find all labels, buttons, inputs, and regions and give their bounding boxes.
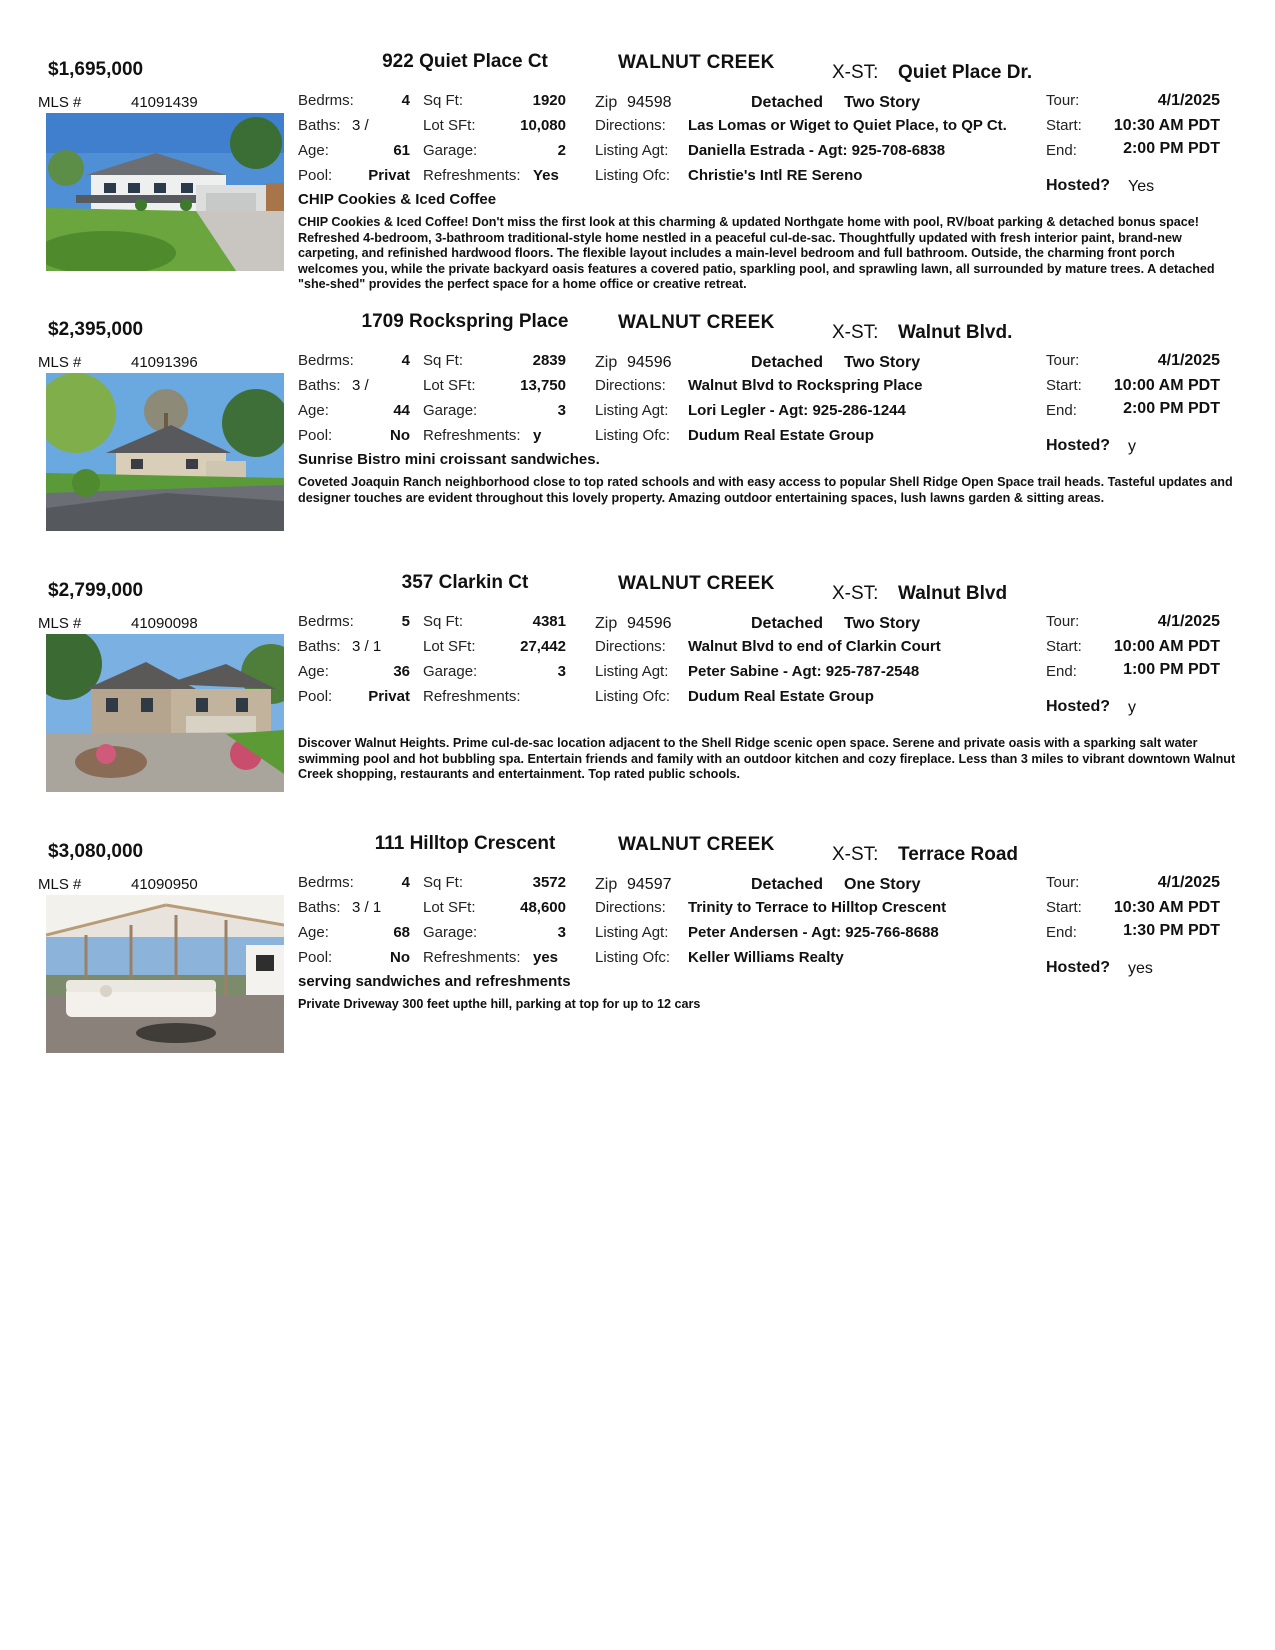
hosted-value: y [1128,438,1136,455]
directions-value: Walnut Blvd to end of Clarkin Court [688,638,941,655]
listing-office-value: Dudum Real Estate Group [688,427,874,444]
sqft-value: 3572 [532,874,566,891]
pool-value: Privat [368,167,410,184]
bedrooms-value: 4 [401,874,410,891]
listing-agent-label: Listing Agt: [595,663,669,680]
bedrooms-value: 4 [401,92,410,109]
sqft-label: Sq Ft: [423,874,464,891]
end-label: End: [1046,924,1077,941]
bedrooms-label: Bedrms: [298,613,354,630]
baths-value: 3 / [352,117,369,134]
garage-value: 3 [557,924,566,941]
directions-label: Directions: [595,899,666,916]
end-label: End: [1046,142,1077,159]
home-type: Detached [751,354,824,371]
sqft-label: Sq Ft: [423,352,464,369]
directions-value: Trinity to Terrace to Hilltop Crescent [688,899,947,916]
home-type: Detached [751,615,824,632]
start-time: 10:30 AM PDT [1113,899,1220,916]
bedrooms-label: Bedrms: [298,92,354,109]
refreshments-label: Refreshments: [423,688,521,705]
age-label: Age: [298,142,329,159]
directions-label: Directions: [595,377,666,394]
listing-office-label: Listing Ofc: [595,427,671,444]
baths-label: Baths: [298,899,341,916]
hosted-label: Hosted? [1046,959,1110,976]
garage-value: 3 [557,663,566,680]
end-time: 2:00 PM PDT [1123,400,1220,417]
cross-street-value: Quiet Place Dr. [898,62,1033,83]
cross-street-label: X-ST: [832,844,879,865]
tour-date: 4/1/2025 [1157,874,1220,891]
listing-agent-value: Peter Sabine - Agt: 925-787-2548 [688,663,920,680]
bedrooms-label: Bedrms: [298,874,354,891]
pool-label: Pool: [298,167,333,184]
sqft-value: 4381 [532,613,566,630]
listing-office-label: Listing Ofc: [595,949,671,966]
start-label: Start: [1046,638,1082,655]
cross-street-value: Walnut Blvd [898,583,1008,604]
tour-label: Tour: [1046,92,1080,109]
hosted-label: Hosted? [1046,177,1110,194]
lot-sqft-value: 27,442 [520,638,566,655]
listing-city: WALNUT CREEK [618,573,775,594]
age-value: 36 [393,663,410,680]
tour-date: 4/1/2025 [1157,92,1220,109]
home-stories: Two Story [844,615,921,632]
zip-label: Zip [595,615,618,632]
listing-city: WALNUT CREEK [618,834,775,855]
listing-address: 922 Quiet Place Ct [382,51,548,72]
lot-sqft-label: Lot SFt: [423,117,476,134]
directions-value: Walnut Blvd to Rockspring Place [688,377,923,394]
start-label: Start: [1046,117,1082,134]
age-value: 61 [393,142,410,159]
mls-number: 41091396 [131,354,198,371]
home-type: Detached [751,876,824,893]
listing-office-label: Listing Ofc: [595,688,671,705]
garage-label: Garage: [423,663,478,680]
listing-city: WALNUT CREEK [618,52,775,73]
mls-label: MLS # [38,615,82,632]
cross-street-label: X-ST: [832,322,879,343]
sqft-value: 1920 [532,92,566,109]
mls-number: 41091439 [131,94,198,111]
refreshment-note: CHIP Cookies & Iced Coffee [298,191,497,208]
baths-label: Baths: [298,638,341,655]
garage-label: Garage: [423,924,478,941]
refreshment-note: Sunrise Bistro mini croissant sandwiches. [298,451,600,468]
hosted-value: yes [1128,960,1153,977]
cross-street-label: X-ST: [832,583,879,604]
listing-agent-value: Peter Andersen - Agt: 925-766-8688 [688,924,939,941]
start-time: 10:30 AM PDT [1113,117,1220,134]
start-label: Start: [1046,377,1082,394]
home-stories: One Story [844,876,921,893]
bedrooms-label: Bedrms: [298,352,354,369]
age-value: 68 [393,924,410,941]
pool-label: Pool: [298,427,333,444]
listing-address: 357 Clarkin Ct [401,572,529,593]
sqft-label: Sq Ft: [423,613,464,630]
lot-sqft-value: 13,750 [520,377,566,394]
end-time: 1:00 PM PDT [1123,661,1220,678]
lot-sqft-label: Lot SFt: [423,899,476,916]
refreshments-value: yes [533,949,559,966]
listing-price: $2,395,000 [48,319,144,340]
listing-office-label: Listing Ofc: [595,167,671,184]
pool-label: Pool: [298,949,333,966]
directions-label: Directions: [595,638,666,655]
garage-label: Garage: [423,142,478,159]
mls-number: 41090950 [131,876,198,893]
refreshments-value: Yes [533,167,559,184]
pool-value: Privat [368,688,410,705]
listing-card [0,311,1275,570]
zip-label: Zip [595,94,618,111]
listing-card [0,572,1275,831]
garage-value: 2 [557,142,566,159]
tour-label: Tour: [1046,352,1080,369]
listing-agent-label: Listing Agt: [595,402,669,419]
lot-sqft-value: 10,080 [520,117,566,134]
listing-price: $1,695,000 [48,59,144,80]
listing-office-value: Dudum Real Estate Group [688,688,874,705]
sqft-value: 2839 [532,352,566,369]
hosted-value: Yes [1128,178,1155,195]
listing-agent-label: Listing Agt: [595,142,669,159]
age-label: Age: [298,924,329,941]
listing-card [0,51,1275,310]
end-time: 1:30 PM PDT [1123,922,1220,939]
mls-number: 41090098 [131,615,198,632]
age-label: Age: [298,402,329,419]
directions-label: Directions: [595,117,666,134]
sqft-label: Sq Ft: [423,92,464,109]
baths-label: Baths: [298,377,341,394]
listing-agent-label: Listing Agt: [595,924,669,941]
hosted-label: Hosted? [1046,698,1110,715]
bedrooms-value: 5 [401,613,410,630]
listing-description: Private Driveway 300 feet upthe hill, parking at top for up to 12 cars [298,997,701,1011]
mls-label: MLS # [38,94,82,111]
listing-agent-value: Lori Legler - Agt: 925-286-1244 [688,402,906,419]
end-label: End: [1046,663,1077,680]
refreshments-label: Refreshments: [423,427,521,444]
listing-office-value: Keller Williams Realty [688,949,844,966]
home-stories: Two Story [844,94,921,111]
listing-description: CHIP Cookies & Iced Coffee! Don't miss the first look at this charming & updated Northgate home with pool, RV/boat parking & detached bonus space! Refreshed 4-bedroom, 3-bathroom traditional-style home nestled in a peaceful cul-de-sac. Thoughtfully updated with fresh interior paint, brand-new carpeting, and refinished hardwood floors. The flexible layout includes a main-level bedroom and full bathroom. Outside, the charming front porch welcomes you, while the private backyard oasis features a covered patio, sparkling pool, and sprawling lawn, all surrounded by mature trees. A detached "she-shed" provides the perfect space for a home office or creative retreat. [298,215,1215,291]
listing-address: 111 Hilltop Crescent [374,833,556,854]
refreshment-note: serving sandwiches and refreshments [298,973,571,990]
lot-sqft-label: Lot SFt: [423,377,476,394]
baths-value: 3 / 1 [352,899,382,916]
age-label: Age: [298,663,329,680]
cross-street-label: X-ST: [832,62,879,83]
property-photo [46,634,284,792]
property-photo [46,895,284,1053]
end-label: End: [1046,402,1077,419]
zip-value: 94598 [627,94,672,111]
listing-office-value: Christie's Intl RE Sereno [688,167,863,184]
start-time: 10:00 AM PDT [1113,377,1220,394]
home-stories: Two Story [844,354,921,371]
zip-label: Zip [595,876,618,893]
home-type: Detached [751,94,824,111]
garage-value: 3 [557,402,566,419]
end-time: 2:00 PM PDT [1123,140,1220,157]
age-value: 44 [393,402,410,419]
refreshments-label: Refreshments: [423,949,521,966]
baths-value: 3 / 1 [352,638,382,655]
listing-card [0,833,1275,1092]
zip-value: 94596 [627,354,672,371]
tour-date: 4/1/2025 [1157,613,1220,630]
refreshments-value: y [533,427,542,444]
listing-address: 1709 Rockspring Place [361,311,569,332]
cross-street-value: Walnut Blvd. [898,322,1013,343]
mls-label: MLS # [38,876,82,893]
property-photo [46,113,284,271]
listing-agent-value: Daniella Estrada - Agt: 925-708-6838 [688,142,946,159]
baths-value: 3 / [352,377,369,394]
tour-label: Tour: [1046,874,1080,891]
property-photo [46,373,284,531]
listing-description: Coveted Joaquin Ranch neighborhood close to top rated schools and with easy access to popular Shell Ridge Open Space trail heads. Tasteful updates and designer touches are evident throughout this lovely property. Amazing outdoor entertaining spaces, lush lawns garden & sitting areas. [298,475,1233,505]
zip-label: Zip [595,354,618,371]
mls-label: MLS # [38,354,82,371]
listing-description: Discover Walnut Heights. Prime cul-de-sac location adjacent to the Shell Ridge scenic open space. Serene and private oasis with a sparking salt water swimming pool and hot bubbling spa. Entertain friends and family with an outdoor kitchen and cozy fireplace. Less than 3 miles to vibrant downtown Walnut Creek shopping, restaurants and entertainment. Top rated public schools. [298,736,1236,781]
start-label: Start: [1046,899,1082,916]
pool-label: Pool: [298,688,333,705]
cross-street-value: Terrace Road [898,844,1019,865]
garage-label: Garage: [423,402,478,419]
listing-city: WALNUT CREEK [618,312,775,333]
zip-value: 94597 [627,876,672,893]
lot-sqft-value: 48,600 [520,899,566,916]
bedrooms-value: 4 [401,352,410,369]
start-time: 10:00 AM PDT [1113,638,1220,655]
pool-value: No [390,949,410,966]
tour-label: Tour: [1046,613,1080,630]
lot-sqft-label: Lot SFt: [423,638,476,655]
listing-price: $2,799,000 [48,580,144,601]
baths-label: Baths: [298,117,341,134]
tour-date: 4/1/2025 [1157,352,1220,369]
listing-price: $3,080,000 [48,841,144,862]
hosted-value: y [1128,699,1136,716]
pool-value: No [390,427,410,444]
hosted-label: Hosted? [1046,437,1110,454]
zip-value: 94596 [627,615,672,632]
directions-value: Las Lomas or Wiget to Quiet Place, to QP Ct. [688,117,1007,134]
refreshments-label: Refreshments: [423,167,521,184]
